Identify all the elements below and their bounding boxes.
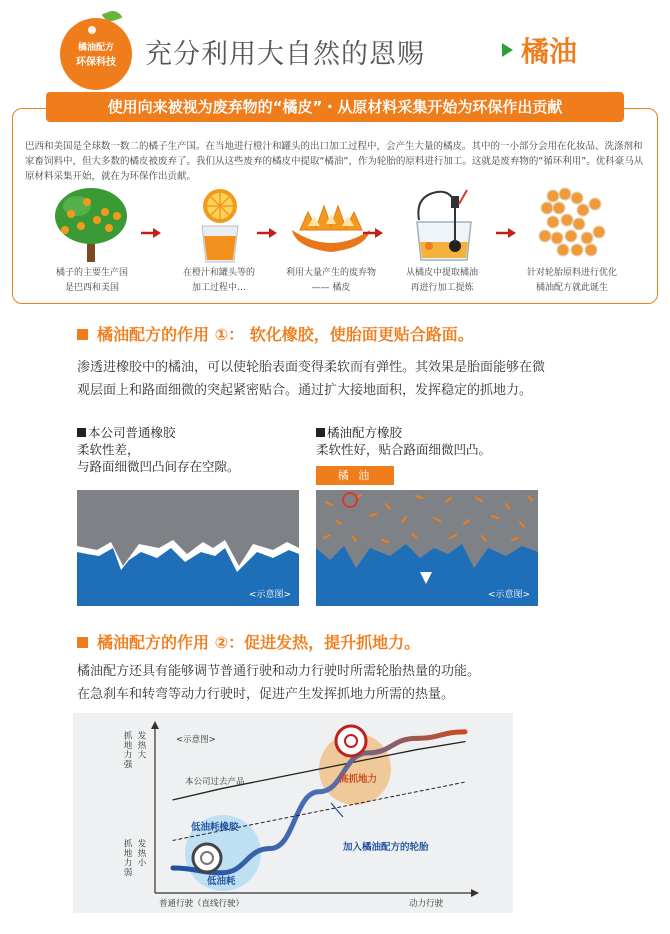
triangle-arrow-icon	[502, 43, 513, 57]
y-label-top-a: 抓地力强	[122, 731, 132, 769]
section2-body: 橘油配方还具有能够调节普通行驶和动力行驶时所需轮胎热量的功能。 在急刹车和转弯等动力行驶时，促进产生发挥抓地力所需的热量。	[77, 664, 481, 702]
extraction-flask-icon	[397, 186, 487, 264]
orange-juice-icon	[174, 186, 264, 264]
step-caption: 从橘皮中提取橘油 再进行加工提炼	[405, 268, 478, 293]
flow-arrow-icon	[363, 228, 383, 238]
bullet-square-icon	[316, 428, 325, 437]
orange-oil-rubber-caption: 橘油配方橡胶 柔软性好，贴合路面细微凹凸。	[316, 425, 492, 457]
y-label-top-b: 发热大	[136, 731, 146, 760]
grip-heat-chart	[73, 713, 513, 913]
series-label-orange-oil-tire: 加入橘油配方的轮胎	[343, 842, 429, 853]
page-title: 充分利用大自然的恩赐	[145, 39, 425, 70]
x-label-power: 动力行驶	[409, 899, 444, 909]
badge-line2: 环保科技	[76, 57, 116, 68]
schematic-note: <示意图>	[487, 590, 530, 600]
rubber-granules-icon	[527, 186, 617, 264]
series-callout-line	[331, 803, 343, 817]
flow-arrow-icon	[496, 228, 516, 238]
orange-tree-icon	[47, 186, 137, 264]
process-step-4	[387, 186, 497, 296]
tire-icon-high	[336, 726, 366, 756]
process-step-5	[517, 186, 627, 296]
section-marker-icon	[77, 329, 88, 340]
x-label-normal: 普通行驶（直线行驶）	[159, 899, 245, 909]
orange-oil-rubber-diagram	[316, 490, 538, 606]
process-step-2	[164, 186, 274, 296]
process-step-3	[276, 186, 386, 296]
annotation-low-fuel-rubber: 低油耗橡胶	[191, 822, 239, 833]
normal-rubber-diagram	[77, 490, 299, 606]
orange-dot-icon	[88, 26, 96, 34]
section2-heading: 橘油配方的作用 ②：促进发热，提升抓地力。	[97, 633, 421, 652]
normal-rubber-caption: 本公司普通橡胶 柔软性差， 与路面细微凹凸间存在空隙。	[77, 425, 240, 474]
schematic-note: <示意图>	[248, 590, 291, 600]
orange-peel-icon	[286, 186, 376, 264]
annotation-low-fuel: 低油耗	[207, 876, 236, 887]
x-axis-arrow-icon	[471, 889, 479, 897]
leaf-icon	[102, 8, 122, 24]
step-caption: 针对轮胎原料进行优化 橘油配方就此诞生	[526, 268, 617, 293]
annotation-high-grip: 高抓地力	[339, 774, 378, 785]
eco-badge	[60, 18, 132, 90]
step-caption: 利用大量产生的废弃物 —— 橘皮	[285, 268, 376, 293]
orange-oil-tag: 橘 油	[316, 466, 394, 485]
tire-icon-low	[193, 844, 221, 872]
bullet-square-icon	[77, 428, 86, 437]
page-title-accent: 橘油	[521, 35, 578, 68]
y-axis-arrow-icon	[151, 721, 159, 729]
flow-arrow-icon	[141, 228, 161, 238]
intro-banner: 使用向来被视为废弃物的“橘皮”・从原材料采集开始为环保作出贡献	[46, 92, 624, 122]
chart-note: <示意图>	[176, 735, 216, 745]
badge-line1: 橘油配方	[77, 43, 114, 53]
section1-body: 渗透进橡胶中的橘油，可以使轮胎表面变得柔软而有弹性。其效果是胎面能够在微 观层面上和路面细微的突起紧密贴合。通过扩大接地面积，发挥稳定的抓地力。	[77, 360, 546, 398]
step-caption: 在橙汁和罐头等的 加工过程中…	[182, 268, 255, 293]
y-label-bottom-a: 抓地力弱	[122, 839, 132, 877]
section1-heading: 橘油配方的作用 ①： 软化橡胶，使胎面更贴合路面。	[97, 325, 474, 344]
process-step-1	[37, 186, 147, 296]
series-label-past-product: 本公司过去产品	[185, 777, 245, 787]
y-label-bottom-b: 发热小	[136, 839, 146, 868]
section-marker-icon	[77, 637, 88, 648]
flow-arrow-icon	[257, 228, 277, 238]
intro-paragraph: 巴西和美国是全球数一数二的橘子生产国。在当地进行橙汁和罐头的出口加工过程中，会产生大量的橘皮。其中的一小部分会用在化妆品、洗涤剂和家畜饲料中，但大多数的橘皮被废弃了。我们从这些废弃的橘皮中提取“橘油”，作为轮胎的原料进行加工。这就是废弃物的“循环利用”。优科豪马从原材料采集开始，就在为环保作出贡献。	[25, 141, 644, 182]
step-caption: 橘子的主要生产国 是巴西和美国	[55, 268, 128, 293]
